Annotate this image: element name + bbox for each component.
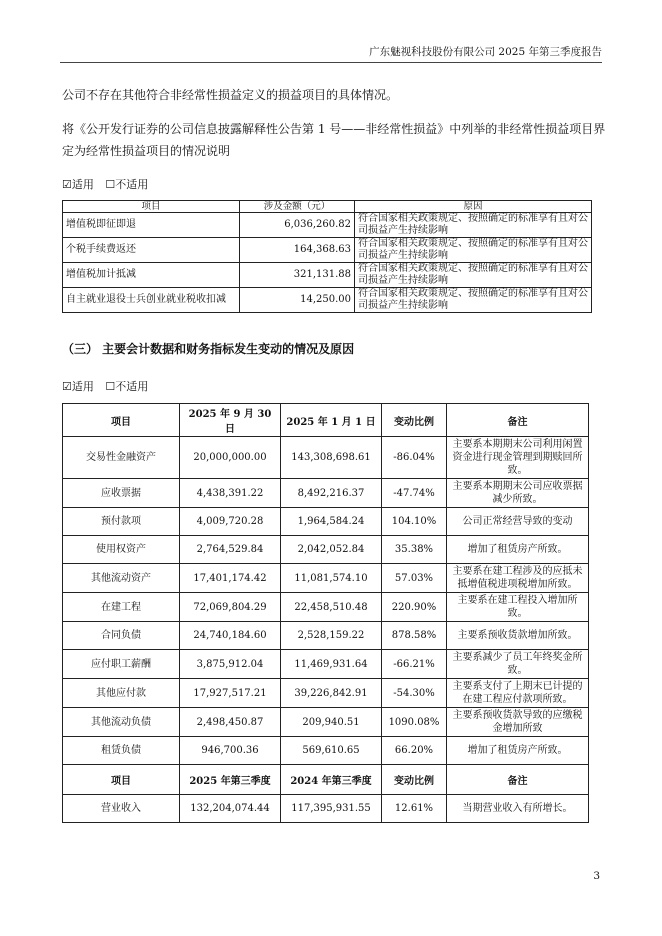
item-cell: 合同负债 (63, 622, 180, 650)
item-cell: 增值税加计抵减 (63, 263, 240, 288)
change-ratio-cell: 1090.08% (382, 708, 447, 737)
col-header-item: 项目 (63, 404, 180, 437)
table-header-row (63, 201, 592, 213)
note-cell: 主要系支付了上期末已计提的在建工程应付款项所致。 (447, 679, 589, 708)
paragraph-1: 公司不存在其他符合非经常性损益定义的损益项目的具体情况。 (62, 88, 399, 102)
change-ratio-cell: 35.38% (382, 536, 447, 564)
note-cell: 主要系预收货款增加所致。 (447, 622, 589, 650)
change-ratio-cell: 220.90% (382, 593, 447, 622)
item-cell: 在建工程 (63, 593, 180, 622)
applicability-checks-2 (62, 378, 156, 394)
value-prior-cell: 11,469,931.64 (281, 650, 382, 679)
change-ratio-cell: 878.58% (382, 622, 447, 650)
table-row (63, 679, 589, 708)
table-row (63, 238, 592, 263)
applicable-checkbox: ☑适用 (62, 380, 94, 393)
subheader-cell: 2024 年第三季度 (281, 765, 382, 795)
item-cell: 应收票据 (63, 479, 180, 508)
value-prior-cell: 209,940.51 (281, 708, 382, 737)
table-row (63, 508, 589, 536)
change-ratio-cell: -47.74% (382, 479, 447, 508)
col-header-amount: 涉及金额（元） (240, 201, 355, 213)
change-ratio-cell: 57.03% (382, 564, 447, 593)
note-cell: 主要系在建工程投入增加所致。 (447, 593, 589, 622)
paragraph-2-line-1: 将《公开发行证券的公司信息披露解释性公告第 1 号——非经常性损益》中列举的非经常性损益项目界 (62, 122, 606, 136)
item-cell: 其他应付款 (63, 679, 180, 708)
header-title: 广东魅视科技股份有限公司 2025 年第三季度报告 (369, 46, 602, 58)
change-ratio-cell: 12.61% (382, 795, 447, 823)
change-ratio-cell: -86.04% (382, 437, 447, 479)
amount-cell: 6,036,260.82 (240, 213, 355, 238)
applicability-checks-1 (62, 176, 156, 192)
value-prior-cell: 11,081,574.10 (281, 564, 382, 593)
value-prior-cell: 2,042,052.84 (281, 536, 382, 564)
value-current-cell: 2,764,529.84 (180, 536, 281, 564)
not-applicable-checkbox: ☐不适用 (105, 380, 149, 393)
item-cell: 自主就业退役士兵创业就业税收扣减 (63, 288, 240, 313)
item-cell: 其他流动资产 (63, 564, 180, 593)
value-current-cell: 2,498,450.87 (180, 708, 281, 737)
value-current-cell: 17,401,174.42 (180, 564, 281, 593)
value-current-cell: 4,438,391.22 (180, 479, 281, 508)
value-current-cell: 24,740,184.60 (180, 622, 281, 650)
col-header-sep30: 2025 年 9 月 30 日 (180, 404, 281, 437)
note-cell: 主要系在建工程涉及的应抵未抵增值税进项税增加所致。 (447, 564, 589, 593)
table-row (63, 737, 589, 765)
col-header-change: 变动比例 (382, 404, 447, 437)
not-applicable-checkbox: ☐不适用 (105, 178, 149, 191)
value-current-cell: 72,069,804.29 (180, 593, 281, 622)
item-cell: 使用权资产 (63, 536, 180, 564)
subheader-cell: 备注 (447, 765, 589, 795)
value-current-cell: 20,000,000.00 (180, 437, 281, 479)
note-cell: 主要系本期期末公司应收票据减少所致。 (447, 479, 589, 508)
change-ratio-cell: -54.30% (382, 679, 447, 708)
table-row (63, 650, 589, 679)
note-cell: 增加了租赁房产所致。 (447, 737, 589, 765)
item-cell: 预付款项 (63, 508, 180, 536)
financial-changes-table (62, 403, 589, 823)
subheader-cell: 项目 (63, 765, 180, 795)
table-row (63, 437, 589, 479)
table-row (63, 263, 592, 288)
table-header-row (63, 404, 589, 437)
value-prior-cell: 143,308,698.61 (281, 437, 382, 479)
amount-cell: 164,368.63 (240, 238, 355, 263)
table-subheader-row (63, 765, 589, 795)
change-ratio-cell: -66.21% (382, 650, 447, 679)
value-current-cell: 17,927,517.21 (180, 679, 281, 708)
change-ratio-cell: 104.10% (382, 508, 447, 536)
non-recurring-items-table (62, 200, 592, 313)
note-cell: 主要系本期期末公司利用闲置资金进行现金管理到期赎回所致。 (447, 437, 589, 479)
item-cell: 营业收入 (63, 795, 180, 823)
item-cell: 租赁负债 (63, 737, 180, 765)
col-header-reason: 原因 (355, 201, 592, 213)
change-ratio-cell: 66.20% (382, 737, 447, 765)
subheader-cell: 2025 年第三季度 (180, 765, 281, 795)
note-cell: 增加了租赁房产所致。 (447, 536, 589, 564)
value-prior-cell: 22,458,510.48 (281, 593, 382, 622)
value-prior-cell: 117,395,931.55 (281, 795, 382, 823)
amount-cell: 14,250.00 (240, 288, 355, 313)
reason-cell: 符合国家相关政策规定、按照确定的标准享有且对公司损益产生持续影响 (355, 263, 592, 288)
value-current-cell: 946,700.36 (180, 737, 281, 765)
reason-cell: 符合国家相关政策规定、按照确定的标准享有且对公司损益产生持续影响 (355, 288, 592, 313)
reason-cell: 符合国家相关政策规定、按照确定的标准享有且对公司损益产生持续影响 (355, 238, 592, 263)
item-cell: 个税手续费返还 (63, 238, 240, 263)
table-row (63, 564, 589, 593)
value-prior-cell: 8,492,216.37 (281, 479, 382, 508)
item-cell: 增值税即征即退 (63, 213, 240, 238)
value-prior-cell: 569,610.65 (281, 737, 382, 765)
table-row (63, 288, 592, 313)
note-cell: 主要系减少了员工年终奖金所致。 (447, 650, 589, 679)
item-cell: 其他流动负债 (63, 708, 180, 737)
value-prior-cell: 2,528,159.22 (281, 622, 382, 650)
note-cell: 当期营业收入有所增长。 (447, 795, 589, 823)
table-row (63, 708, 589, 737)
section-title: （三） 主要会计数据和财务指标发生变动的情况及原因 (62, 342, 355, 356)
note-cell: 公司正常经营导致的变动 (447, 508, 589, 536)
table-row (63, 622, 589, 650)
col-header-item: 项目 (63, 201, 240, 213)
value-prior-cell: 1,964,584.24 (281, 508, 382, 536)
page-header (60, 44, 602, 63)
value-current-cell: 132,204,074.44 (180, 795, 281, 823)
page-number: 3 (593, 870, 600, 882)
note-cell: 主要系预收货款导致的应缴税金增加所致 (447, 708, 589, 737)
item-cell: 交易性金融资产 (63, 437, 180, 479)
table-row (63, 795, 589, 823)
paragraph-2-line-2: 定为经常性损益项目的情况说明 (62, 144, 231, 158)
item-cell: 应付职工薪酬 (63, 650, 180, 679)
col-header-note: 备注 (447, 404, 589, 437)
table-row (63, 593, 589, 622)
table-row (63, 536, 589, 564)
table-row (63, 213, 592, 238)
col-header-jan1: 2025 年 1 月 1 日 (281, 404, 382, 437)
subheader-cell: 变动比例 (382, 765, 447, 795)
value-current-cell: 4,009,720.28 (180, 508, 281, 536)
applicable-checkbox: ☑适用 (62, 178, 94, 191)
reason-cell: 符合国家相关政策规定、按照确定的标准享有且对公司损益产生持续影响 (355, 213, 592, 238)
table-row (63, 479, 589, 508)
value-current-cell: 3,875,912.04 (180, 650, 281, 679)
amount-cell: 321,131.88 (240, 263, 355, 288)
value-prior-cell: 39,226,842.91 (281, 679, 382, 708)
